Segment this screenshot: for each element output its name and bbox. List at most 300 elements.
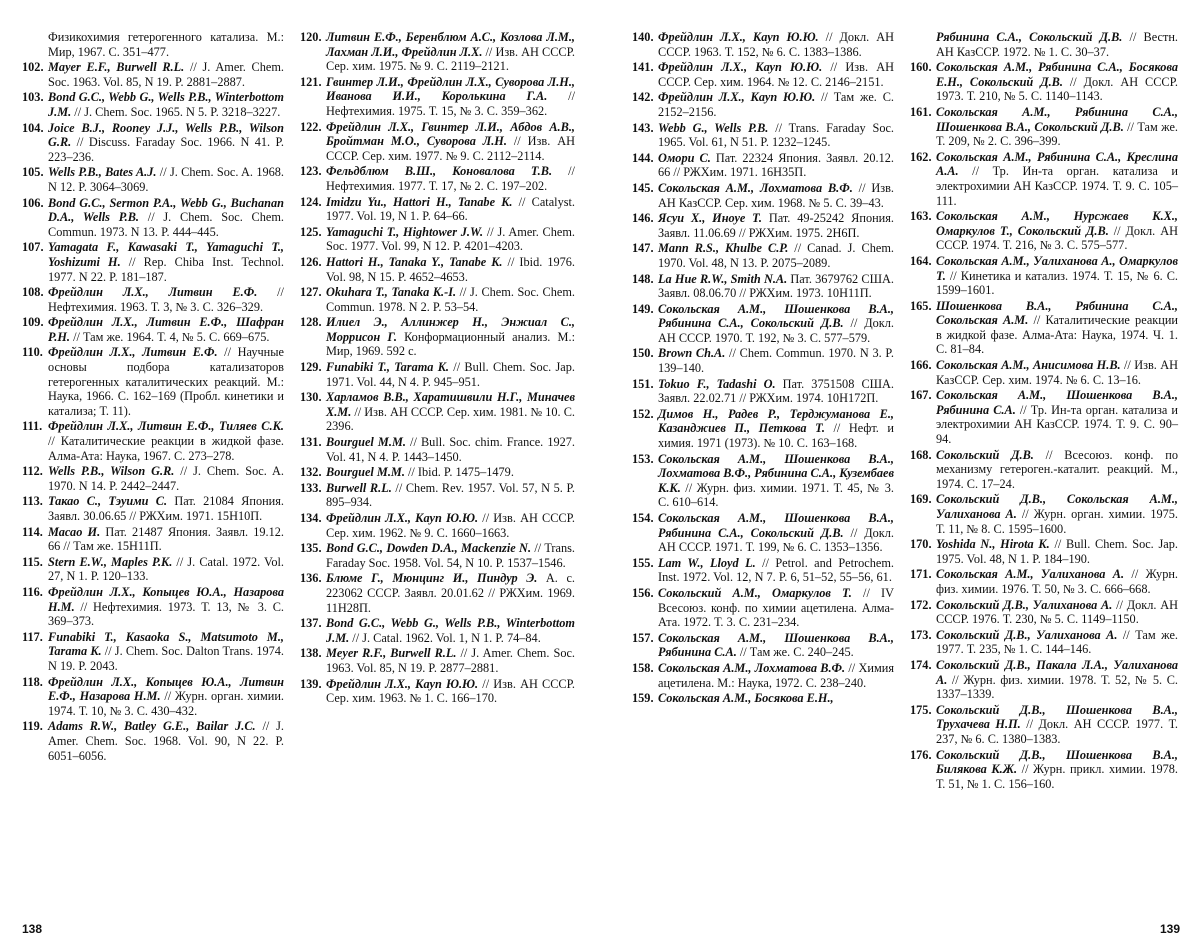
reference-number: 173. — [910, 627, 932, 642]
reference-authors: Фрейдлин Л.Х., Кауп Ю.Ю. — [326, 511, 479, 525]
reference-text — [48, 675, 284, 719]
reference-authors: Фрейдлин Л.Х., Литвин Е.Ф. — [48, 345, 218, 360]
reference-text — [48, 315, 284, 344]
reference-column-4 — [910, 30, 1178, 792]
reference-number: 128. — [300, 315, 322, 330]
reference-authors: Bond G.C., Webb G., Wells P.B., Winterbottom J.M. — [326, 616, 575, 645]
reference-text — [936, 748, 1178, 792]
reference-entry — [910, 254, 1178, 298]
reference-source: Конформационный анализ. М.: Мир, 1969. 592 с. — [326, 329, 575, 359]
reference-source: // Bull. Chem. Soc. Jap. 1975. Vol. 48, N 1. P. 184–190. — [936, 537, 1178, 566]
reference-text — [658, 407, 894, 451]
reference-entry — [300, 390, 575, 434]
reference-entry — [300, 541, 575, 570]
reference-entry — [300, 677, 575, 706]
reference-text — [48, 585, 284, 629]
reference-entry — [22, 525, 284, 554]
reference-source: // Изв. АН СССР. Сер. хим. 1962. № 9. С. 1660–1663. — [326, 511, 575, 540]
reference-source: // Химия ацетилена. М.: Наука, 1972. С. 238–240. — [658, 660, 894, 690]
reference-entry — [632, 377, 894, 406]
reference-entry — [300, 75, 575, 119]
reference-source: // Журн. прикл. химии. 1978. Т. 51, № 1. С. 156–160. — [936, 762, 1179, 791]
reference-source: // J. Chem. Soc. Chem. Commun. 1973. N 13. P. 444–445. — [48, 210, 284, 239]
reference-entry — [300, 195, 575, 224]
reference-source: Физикохимия гетерогенного катализа. М.: Мир, 1967. С. 351–477. — [48, 30, 284, 59]
reference-entry — [300, 255, 575, 284]
reference-number: 156. — [632, 585, 654, 600]
reference-authors: Сокольская А.М., Шошенкова В.А., Рябинина С.А. — [936, 388, 1178, 417]
reference-source: Пат. 21084 Япония. Заявл. 30.06.65 // РЖХим. 1971. 15Н10П. — [48, 494, 284, 523]
reference-source: // Там же. 1964. Т. 4, № 5. С. 669–675. — [70, 329, 270, 344]
reference-entry — [910, 492, 1178, 536]
reference-text — [658, 60, 894, 89]
reference-source: // Тр. Ин-та орган. катализа и электрохимии АН КазССР. 1974. Т. 9. С. 105–111. — [936, 164, 1178, 208]
reference-entry — [632, 60, 894, 89]
reference-text — [658, 586, 894, 630]
reference-entry — [910, 448, 1178, 492]
reference-source: // J. Amer. Chem. Soc. 1968. Vol. 90, N 22. P. 6051–6056. — [48, 719, 284, 763]
reference-number: 125. — [300, 224, 322, 239]
reference-authors: Фрейдлин Л.Х., Копыцев Ю.А., Литвин Е.Ф., Назарова Н.М. — [48, 674, 284, 704]
reference-authors: Bond G.C., Sermon P.A., Webb G., Buchanan D.A., Wells P.B. — [48, 195, 284, 225]
reference-number: 152. — [632, 406, 654, 421]
reference-authors: Сокольская А.М., Лохматова В.Ф. — [658, 180, 853, 195]
reference-authors: Фрейдлин Л.Х., Литвин Е.Ф., Шафран Р.Н. — [48, 315, 284, 344]
reference-authors: Фрейдлин Л.Х., Кауп Ю.Ю. — [658, 30, 819, 44]
reference-text — [326, 481, 575, 510]
reference-number: 168. — [910, 447, 932, 462]
reference-source: // Журн. физ. химии. 1971. Т. 45, № 3. С. 610–614. — [658, 480, 894, 510]
reference-authors: Гвинтер Л.И., Фрейдлин Л.Х., Суворова Л.Н., Иванова И.И., Королькина Г.А. — [326, 74, 575, 104]
reference-text — [326, 120, 575, 164]
reference-text — [326, 571, 575, 615]
reference-source: // Ibid. 1976. Vol. 98, N 15. P. 4652–4653. — [326, 254, 575, 284]
reference-entry — [22, 464, 284, 493]
reference-source: // Изв. АН СССР. Сер. хим. 1964. № 12. С. 2146–2151. — [658, 60, 894, 89]
reference-source: // Bull. Soc. chim. France. 1927. Vol. 41, N 4. P. 1443–1450. — [326, 435, 575, 464]
reference-number: 140. — [632, 30, 654, 44]
reference-source: // Нефт. и химия. 1971 (1973). № 10. С. 163–168. — [658, 421, 894, 451]
reference-text — [326, 285, 575, 314]
reference-authors: Харламов В.В., Харатишвили Н.Г., Миначев Х.М. — [326, 390, 575, 419]
reference-number: 121. — [300, 74, 322, 89]
reference-source: // J. Chem. Soc. A. 1970. N 14. P. 2442–2447. — [48, 464, 284, 493]
reference-authors: Adams R.W., Batley G.E., Bailar J.C. — [48, 719, 256, 734]
reference-source: // Rep. Chiba Inst. Technol. 1977. N 22. P. 181–187. — [48, 254, 284, 284]
reference-text — [658, 452, 894, 510]
reference-number: 133. — [300, 480, 322, 495]
reference-authors: Mann R.S., Khulbe C.P. — [658, 241, 789, 256]
reference-authors: Lam W., Lloyd L. — [658, 555, 756, 570]
reference-number: 155. — [632, 555, 654, 570]
reference-source: // Нефтехимия. 1963. Т. 3, № 3. С. 326–329. — [48, 285, 284, 314]
reference-authors: Сокольская А.М., Босякова Е.Н., — [658, 691, 834, 706]
reference-authors: Yamaguchi T., Hightower J.W. — [326, 224, 484, 239]
reference-source: // Журн. орган. химии. 1975. Т. 11, № 8. С. 1595–1600. — [936, 507, 1178, 536]
reference-text — [326, 360, 575, 389]
reference-source: // Каталитические реакции в жидкой фазе. Алма-Ата: Наука, 1974. Ч. 1. С. 81–84. — [936, 313, 1178, 357]
reference-entry — [22, 419, 284, 463]
reference-number: 172. — [910, 597, 932, 612]
reference-authors: Сокольская А.М., Шошенкова В.А., Рябинина С.А., Сокольский Д.В. — [658, 511, 894, 540]
reference-authors: Фрейдлин Л.Х., Кауп Ю.Ю. — [658, 90, 816, 105]
reference-entry — [632, 631, 894, 660]
reference-entry — [632, 121, 894, 150]
reference-entry — [300, 285, 575, 314]
reference-text — [658, 556, 894, 585]
reference-authors: Imidzu Yu., Hattori H., Tanabe K. — [326, 194, 513, 209]
reference-source: // Докл. АН СССР. 1963. Т. 152, № 6. С. 1383–1386. — [658, 30, 894, 59]
reference-source: // J. Amer. Chem. Soc. 1963. Vol. 85, N 19. P. 2881–2887. — [48, 60, 285, 89]
reference-number: 154. — [632, 511, 654, 525]
reference-text — [22, 30, 284, 59]
reference-text — [936, 628, 1178, 657]
reference-source: // Журн. орган. химии. 1974. Т. 10, № 3. С. 430–432. — [48, 689, 284, 718]
reference-authors: Mayer E.F., Burwell R.L. — [48, 60, 185, 75]
reference-source: // J. Chem. Soc. Chem. Commun. 1978. N 2. P. 53–54. — [326, 285, 575, 314]
reference-authors: Bond G.C., Webb G., Wells P.B., Winterbottom J.M. — [48, 90, 284, 119]
reference-text — [936, 448, 1178, 492]
reference-text — [326, 646, 575, 675]
reference-authors: Сокольский Д.В., Уалиханова А. — [936, 627, 1118, 642]
reference-authors: Сокольская А.М., Рябинина С.А., Креслина А.А. — [936, 149, 1178, 179]
reference-source: // Там же. С. 2152–2156. — [658, 90, 894, 119]
reference-entry — [300, 120, 575, 164]
reference-authors: Joice B.J., Rooney J.J., Wells P.B., Wilson G.R. — [48, 120, 284, 150]
reference-source: // Petrol. and Petrochem. Inst. 1972. Vol. 12, N 7. P. 6, 51–52, 55–56, 61. — [658, 555, 894, 585]
reference-text — [936, 537, 1178, 566]
reference-text — [658, 181, 894, 210]
reference-entry — [910, 358, 1178, 387]
reference-entry — [632, 302, 894, 346]
reference-entry — [910, 150, 1178, 208]
reference-authors: Илиел Э., Аллинжер Н., Энжиал С., Моррисон Г. — [326, 315, 575, 344]
reference-text — [658, 151, 894, 180]
reference-text — [658, 30, 894, 59]
reference-source: // Chem. Rev. 1957. Vol. 57, N 5. P. 895–934. — [326, 480, 575, 510]
reference-authors: La Hue R.W., Smith N.A. — [658, 271, 788, 286]
reference-entry — [632, 30, 894, 59]
reference-text — [658, 211, 894, 240]
reference-text — [936, 299, 1178, 357]
reference-entry — [22, 555, 284, 584]
reference-text — [326, 390, 575, 434]
reference-text — [48, 60, 284, 89]
reference-entry — [910, 748, 1178, 792]
reference-authors: Литвин Е.Ф., Беренблюм А.С., Козлова Л.М., Лахман Л.И., Фрейдлин Л.Х. — [326, 30, 575, 59]
reference-text — [48, 525, 284, 554]
reference-entry — [300, 360, 575, 389]
reference-authors: Фрейдлин Л.Х., Кауп Ю.Ю. — [658, 60, 823, 75]
reference-text — [326, 465, 575, 480]
reference-text — [326, 255, 575, 284]
reference-authors: Сокольская А.М., Уалиханова А. — [936, 567, 1125, 582]
reference-entry — [910, 299, 1178, 357]
reference-authors: Yamagata F., Kawasaki T., Yamaguchi T., Yoshizumi H. — [48, 240, 284, 269]
reference-source: Пат. 22324 Япония. Заявл. 20.12. 66 // РЖХим. 1971. 16Н35П. — [658, 150, 894, 180]
reference-number: 169. — [910, 492, 932, 507]
reference-text — [936, 150, 1178, 208]
reference-number: 176. — [910, 747, 932, 762]
reference-text — [936, 703, 1178, 747]
reference-source: // Bull. Chem. Soc. Jap. 1971. Vol. 44, N 4. P. 945–951. — [326, 360, 575, 389]
reference-entry — [22, 285, 284, 314]
reference-source: // Докл. АН СССР. 1974. Т. 216, № 3. С. 575–577. — [936, 223, 1178, 253]
reference-authors: Омори С. — [658, 150, 711, 165]
reference-text — [48, 90, 284, 119]
reference-text — [326, 225, 575, 254]
reference-authors: Рябинина С.А., Сокольский Д.В. — [936, 30, 1123, 44]
reference-number: 153. — [632, 451, 654, 466]
reference-entry — [632, 211, 894, 240]
reference-authors: Фрейдлин Л.Х., Литвин Е.Ф. — [48, 285, 258, 300]
reference-source: // Изв. АН КазССР. Сер. хим. 1968. № 5. С. 39–43. — [658, 180, 894, 210]
reference-text — [48, 196, 284, 240]
reference-text — [936, 358, 1178, 387]
reference-text — [936, 567, 1178, 596]
reference-source: // Всесоюз. конф. по механизму гетероген.-каталит. реакций. М., 1974. С. 17–24. — [936, 447, 1178, 491]
reference-entry — [632, 691, 894, 706]
reference-source: // Каталитические реакции в жидкой фазе. Алма-Ата: Наука, 1967. С. 273–278. — [48, 434, 284, 463]
reference-number: 124. — [300, 194, 322, 209]
reference-number: 126. — [300, 254, 322, 269]
reference-source: Пат. 3751508 США. Заявл. 22.02.71 // РЖХим. 1974. 10Н172П. — [658, 376, 894, 406]
reference-authors: Фрейдлин Л.Х., Гвинтер Л.И., Абдов А.В., Бройтман М.О., Суворова Л.Н. — [326, 119, 575, 149]
reference-number: 113. — [22, 494, 43, 509]
reference-entry — [300, 225, 575, 254]
reference-column-3 — [632, 30, 894, 707]
reference-source: Пат. 49-25242 Япония. Заявл. 11.06.69 // РЖХим. 1975. 2Н6П. — [658, 211, 894, 240]
reference-authors: Funabiki T., Tarama K. — [326, 360, 450, 375]
reference-entry — [910, 105, 1178, 149]
reference-entry — [632, 452, 894, 510]
reference-number: 116. — [22, 584, 43, 599]
reference-authors: Tokuo F., Tadashi O. — [658, 376, 776, 391]
reference-source: // Докл. АН СССР. 1976. Т. 230, № 5. С. 1149–1150. — [936, 597, 1178, 627]
reference-text — [936, 60, 1178, 104]
reference-entry — [632, 556, 894, 585]
reference-text — [48, 285, 284, 314]
reference-number: 117. — [22, 629, 43, 644]
page-number-left: 138 — [22, 922, 43, 936]
reference-number: 151. — [632, 376, 654, 391]
reference-source: // IV Всесоюз. конф. по химии ацетилена. Алма-Ата. 1972. Т. 3. С. 231–234. — [658, 585, 894, 630]
reference-number: 106. — [22, 195, 44, 210]
reference-authors: Hattori H., Tanaka Y., Tanabe K. — [326, 254, 503, 269]
reference-source: // Вестн. АН КазССР. 1972. № 1. С. 30–37. — [936, 30, 1178, 59]
reference-number: 171. — [910, 567, 932, 582]
reference-authors: Funabiki T., Kasaoka S., Matsumoto M., Tarama K. — [48, 629, 284, 659]
reference-number: 123. — [300, 164, 322, 179]
reference-source: Пат. 21487 Япония. Заявл. 19.12. 66 // Там же. 15Н11П. — [48, 524, 284, 554]
reference-text — [658, 121, 894, 150]
reference-source: // Ibid. P. 1475–1479. — [404, 465, 514, 480]
reference-number: 147. — [632, 241, 654, 256]
reference-source: // Докл. АН СССР. 1971. Т. 199, № 6. С. 1353–1356. — [658, 525, 894, 555]
reference-text — [936, 254, 1178, 298]
reference-entry — [22, 719, 284, 763]
reference-number: 139. — [300, 676, 322, 691]
reference-number: 103. — [22, 90, 44, 105]
reference-authors: Сокольский Д.В., Шошенкова В.А., Билякова К.Ж. — [936, 747, 1178, 777]
reference-entry — [632, 151, 894, 180]
reference-authors: Сокольская А.М., Рябинина С.А., Шошенкова В.А., Сокольский Д.В. — [936, 104, 1178, 134]
reference-text — [48, 419, 284, 463]
reference-source: // J. Catal. 1962. Vol. 1, N 1. P. 74–84. — [349, 630, 541, 645]
reference-number: 105. — [22, 165, 44, 180]
reference-number: 167. — [910, 388, 932, 403]
reference-authors: Блюме Г., Мюнцинг И., Пиндур Э. — [326, 571, 538, 586]
reference-text — [48, 555, 284, 584]
reference-authors: Фрейдлин Л.Х., Литвин Е.Ф., Тиляев С.К. — [48, 419, 284, 434]
reference-entry — [300, 646, 575, 675]
reference-entry — [632, 661, 894, 690]
reference-entry — [22, 196, 284, 240]
reference-source: // Catalyst. 1977. Vol. 19, N 1. P. 64–66. — [326, 194, 576, 224]
reference-text — [326, 677, 575, 706]
reference-authors: Wells P.B., Wilson G.R. — [48, 464, 175, 479]
reference-entry — [22, 165, 284, 194]
reference-authors: Wells P.B., Bates A.J. — [48, 165, 157, 180]
reference-number: 157. — [632, 630, 654, 645]
reference-number: 104. — [22, 120, 44, 135]
reference-number: 166. — [910, 358, 932, 373]
reference-entry — [300, 30, 575, 74]
reference-authors: Масао И. — [48, 524, 101, 539]
reference-text — [658, 241, 894, 270]
reference-authors: Stern E.W., Maples P.K. — [48, 554, 173, 569]
reference-number: 164. — [910, 253, 932, 268]
reference-authors: Bourguel M.M. — [326, 435, 406, 450]
reference-number: 141. — [632, 60, 654, 75]
reference-number: 120. — [300, 30, 322, 44]
reference-number: 131. — [300, 435, 322, 450]
reference-entry — [632, 586, 894, 630]
reference-number: 165. — [910, 298, 932, 313]
reference-entry — [22, 494, 284, 523]
reference-text — [936, 209, 1178, 253]
reference-text — [658, 661, 894, 690]
reference-number: 144. — [632, 150, 654, 165]
reference-entry — [300, 315, 575, 359]
reference-entry — [632, 346, 894, 375]
reference-authors: Фрейдлин Л.Х., Кауп Ю.Ю. — [326, 676, 479, 691]
reference-number: 132. — [300, 465, 322, 480]
reference-source: // Изв. АН СССР. Сер. хим. 1963. № 1. С. 166–170. — [326, 676, 575, 706]
reference-source: // Кинетика и катализ. 1974. Т. 15, № 6. С. 1599–1601. — [936, 268, 1178, 298]
reference-text — [48, 345, 284, 418]
reference-number: 146. — [632, 211, 654, 226]
reference-source: // Chem. Commun. 1970. N 3. P. 139–140. — [658, 346, 894, 376]
reference-text — [48, 630, 284, 674]
reference-entry — [910, 60, 1178, 104]
reference-text — [658, 272, 894, 301]
reference-number: 162. — [910, 149, 932, 164]
reference-number: 138. — [300, 646, 322, 661]
reference-authors: Yoshida N., Hirota K. — [936, 537, 1050, 552]
reference-authors: Фельдблюм В.Ш., Коновалова Т.В. — [326, 164, 553, 179]
reference-authors: Фрейдлин Л.Х., Копыцев Ю.А., Назарова Н.М. — [48, 584, 284, 614]
reference-entry — [300, 481, 575, 510]
reference-number: 161. — [910, 104, 932, 119]
reference-text — [48, 240, 284, 284]
reference-authors: Сокольская А.М., Нурсжаев К.Х., Омаркулов Т., Сокольский Д.В. — [936, 209, 1178, 238]
reference-entry — [300, 616, 575, 645]
reference-text — [326, 435, 575, 464]
reference-source: // Докл. АН СССР. 1977. Т. 237, № 6. С. 1380–1383. — [936, 717, 1178, 746]
reference-entry — [22, 675, 284, 719]
reference-text — [326, 541, 575, 570]
reference-number: 112. — [22, 464, 43, 479]
reference-authors: Сокольская А.М., Шошенкова В.А., Лохматова В.Ф., Рябинина С.А., Кузембаев К.К. — [658, 451, 894, 495]
reference-number: 114. — [22, 524, 43, 539]
reference-source: // J. Amer. Chem. Soc. 1977. Vol. 99, N 12. P. 4201–4203. — [326, 224, 575, 254]
reference-text — [658, 691, 894, 706]
reference-number: 115. — [22, 554, 43, 569]
reference-source: // Canad. J. Chem. 1970. Vol. 48, N 13. P. 2075–2089. — [658, 241, 894, 270]
reference-entry — [300, 571, 575, 615]
reference-number: 119. — [22, 719, 43, 734]
reference-text — [936, 388, 1178, 446]
reference-authors: Okuhara T., Tanaka K.-I. — [326, 285, 457, 300]
reference-source: // Trans. Faraday Soc. 1965. Vol. 61, N 51. P. 1232–1245. — [658, 120, 894, 150]
reference-text — [326, 30, 575, 74]
reference-source: // Там же. Т. 209, № 2. С. 396–399. — [936, 119, 1178, 149]
reference-text — [936, 598, 1178, 627]
reference-text — [326, 511, 575, 540]
reference-column-1 — [22, 30, 284, 764]
reference-entry — [910, 703, 1178, 747]
reference-source: // Изв. АН СССР. Сер. хим. 1975. № 9. С. 2119–2121. — [326, 44, 576, 74]
reference-entry — [22, 315, 284, 344]
reference-authors: Meyer R.F., Burwell R.L. — [326, 646, 457, 661]
reference-number: 111. — [22, 419, 43, 434]
reference-authors: Сокольская А.М., Шошенкова В.А., Рябинина С.А. — [658, 630, 894, 660]
reference-authors: Сокольская А.М., Анисимова Н.В. — [936, 358, 1121, 373]
reference-entry — [22, 345, 284, 418]
reference-authors: Сокольская А.М., Шошенкова В.А., Рябинина С.А., Сокольский Д.В. — [658, 301, 894, 331]
reference-authors: Сокольский Д.В., Шошенкова В.А., Трухачева Н.П. — [936, 702, 1178, 732]
reference-text — [326, 75, 575, 119]
reference-text — [658, 346, 894, 375]
reference-authors: Burwell R.L. — [326, 480, 392, 495]
reference-entry — [632, 407, 894, 451]
reference-entry — [22, 630, 284, 674]
reference-number: 137. — [300, 616, 322, 631]
reference-number: 150. — [632, 346, 654, 361]
reference-entry — [632, 90, 894, 119]
reference-number: 108. — [22, 285, 44, 300]
reference-text — [658, 511, 894, 555]
reference-entry — [910, 388, 1178, 446]
reference-source: // Там же. 1977. Т. 235, № 1. С. 144–146. — [936, 627, 1178, 657]
reference-source: // Нефтехимия. 1977. Т. 17, № 2. С. 197–202. — [326, 164, 575, 193]
reference-number: 110. — [22, 345, 43, 360]
reference-entry — [22, 240, 284, 284]
reference-entry — [22, 60, 284, 89]
reference-entry — [300, 164, 575, 193]
reference-text — [48, 719, 284, 763]
reference-source: // Докл. АН СССР. 1970. Т. 192, № 3. С. 577–579. — [658, 316, 894, 345]
reference-authors: Brown Ch.A. — [658, 346, 726, 361]
reference-number: 118. — [22, 674, 43, 689]
reference-entry — [632, 241, 894, 270]
reference-authors: Сокольская А.М., Лохматова В.Ф. — [658, 660, 846, 675]
reference-number: 127. — [300, 285, 322, 300]
reference-number: 159. — [632, 691, 654, 706]
reference-entry — [910, 598, 1178, 627]
reference-authors: Bond G.C., Dowden D.A., Mackenzie N. — [326, 541, 532, 556]
